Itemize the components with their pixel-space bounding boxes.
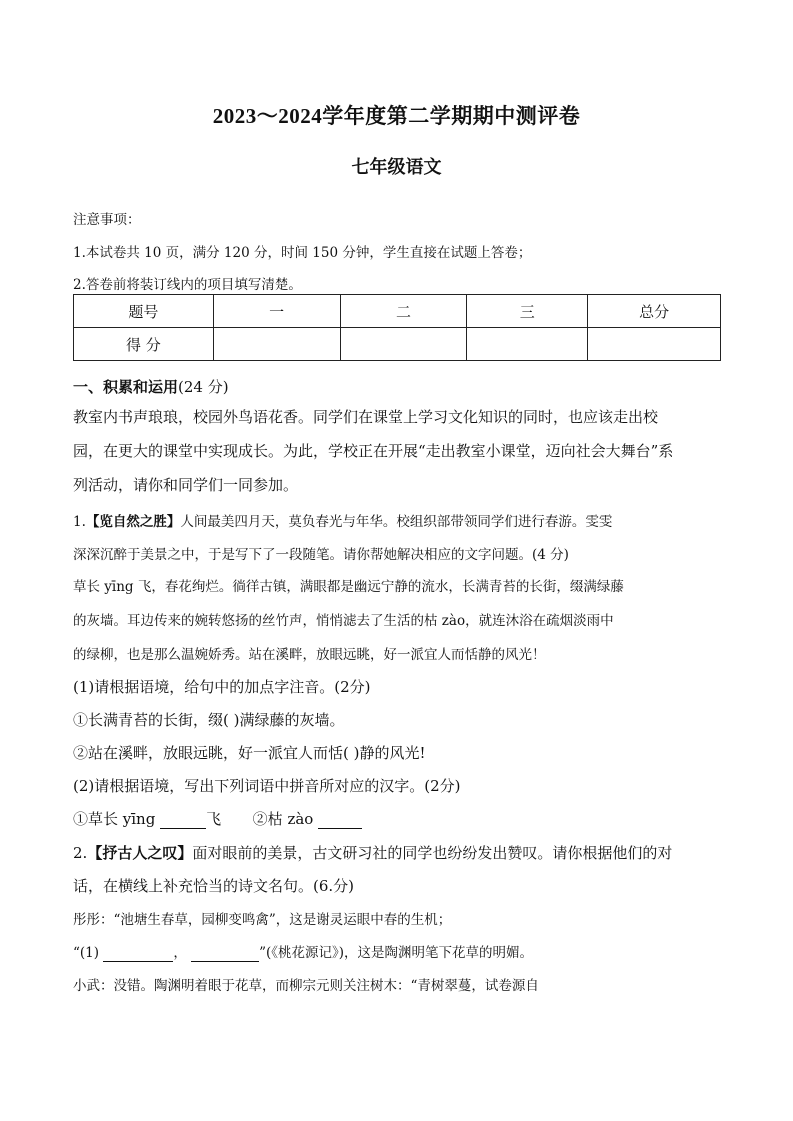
q1-title: 【览自然之胜】 xyxy=(85,514,181,530)
answer-blank[interactable] xyxy=(191,945,259,962)
q1-passage-line: 的灰墙。耳边传来的婉转悠扬的丝竹声，悄悄滤去了生活的枯 zào，就连沐浴在疏烟淡雨中 xyxy=(73,613,614,629)
score-cell[interactable] xyxy=(467,328,588,361)
section1-heading: 一、积累和运用 xyxy=(73,378,179,396)
q2-dialogue-line: 小武：没错。陶渊明着眼于花草，而柳宗元则关注树木：“青树翠蔓，试卷源自 xyxy=(73,978,539,994)
score-row-label: 得 分 xyxy=(74,328,214,361)
q1-passage-line: 的绿柳，也是那么温婉娇秀。站在溪畔，放眼远眺，好一派宜人而恬静的风光！ xyxy=(73,647,546,663)
q1-stem-line: 深深沉醉于美景之中，于是写下了一段随笔。请你帮她解决相应的文字问题。(4 分) xyxy=(73,547,569,563)
q2-line2-suffix: ”(《桃花源记》)，这是陶渊明笔下花草的明媚。 xyxy=(259,945,534,961)
q2-stem-line: 话，在横线上补充恰当的诗文名句。(6.分) xyxy=(73,877,355,895)
q1-sub1: (1)请根据语境，给句中的加点字注音。(2分) xyxy=(73,678,371,696)
q1-sub2-a-prefix: ①草长 yīng xyxy=(73,810,156,828)
q2-title: 【抒古人之叹】 xyxy=(87,844,193,862)
q2-number: 2. xyxy=(73,844,88,862)
notice-item-2: 2.答卷前将装订线内的项目填写清楚。 xyxy=(73,277,302,293)
section1-heading-line xyxy=(73,376,229,397)
q1-stem: 人间最美四月天，莫负春光与年华。校组织部带领同学们进行春游。雯雯 xyxy=(180,514,613,530)
q2-line2-mid: ， xyxy=(173,945,187,961)
score-header-cell: 一 xyxy=(213,295,340,328)
q2-dialogue-line: 彤彤：“池塘生春草，园柳变鸣禽”，这是谢灵运眼中春的生机； xyxy=(73,912,452,928)
q1-number: 1. xyxy=(73,514,86,530)
q1-sub2-b-prefix: ②枯 zào xyxy=(252,810,314,828)
q1-passage-line: 草长 yīng 飞，春花绚烂。徜徉古镇，满眼都是幽远宁静的流水，长满青苔的长街，缀满绿藤 xyxy=(73,579,624,595)
score-table xyxy=(73,294,721,361)
score-header-cell: 题号 xyxy=(74,295,214,328)
q2-dialogue-line xyxy=(73,941,533,962)
q1-sub1-b: ②站在溪畔，放眼远眺，好一派宜人而恬( )静的风光! xyxy=(73,744,426,762)
answer-blank[interactable] xyxy=(318,810,362,829)
q2-line2-prefix: “(1) xyxy=(73,945,100,961)
score-header-cell: 二 xyxy=(340,295,467,328)
score-table-score-row xyxy=(74,328,721,361)
intro-line: 列活动，请你和同学们一同参加。 xyxy=(73,476,299,494)
score-cell[interactable] xyxy=(340,328,467,361)
score-header-cell: 总分 xyxy=(588,295,721,328)
exam-title: 2023～2024学年度第二学期期中测评卷 xyxy=(212,104,581,128)
q1-sub1-a: ①长满青苔的长街，缀( )满绿藤的灰墙。 xyxy=(73,711,345,729)
score-header-cell: 三 xyxy=(467,295,588,328)
answer-blank[interactable] xyxy=(103,945,173,962)
notice-item-1: 1.本试卷共 10 页，满分 120 分，时间 150 分钟，学生直接在试题上答卷； xyxy=(73,245,532,261)
q1-stem-line xyxy=(73,510,612,530)
score-table-header-row xyxy=(74,295,721,328)
score-cell[interactable] xyxy=(588,328,721,361)
intro-line: 园，在更大的课堂中实现成长。为此，学校正在开展“走出教室小课堂，迈向社会大舞台”系 xyxy=(73,442,674,460)
q1-sub2: (2)请根据语境，写出下列词语中拼音所对应的汉字。(2分) xyxy=(73,777,461,795)
notice-heading: 注意事项： xyxy=(73,212,141,228)
q2-stem: 面对眼前的美景，古文研习社的同学也纷纷发出赞叹。请你根据他们的对 xyxy=(192,844,673,862)
q1-sub2-answers xyxy=(73,808,362,829)
q1-sub2-a-suffix: 飞 xyxy=(206,810,222,828)
q2-stem-line xyxy=(73,842,672,863)
section1-points: (24 分) xyxy=(178,378,229,396)
intro-line: 教室内书声琅琅，校园外鸟语花香。同学们在课堂上学习文化知识的同时，也应该走出校 xyxy=(73,408,659,426)
answer-blank[interactable] xyxy=(160,810,206,829)
score-cell[interactable] xyxy=(213,328,340,361)
exam-subtitle: 七年级语文 xyxy=(351,157,442,178)
